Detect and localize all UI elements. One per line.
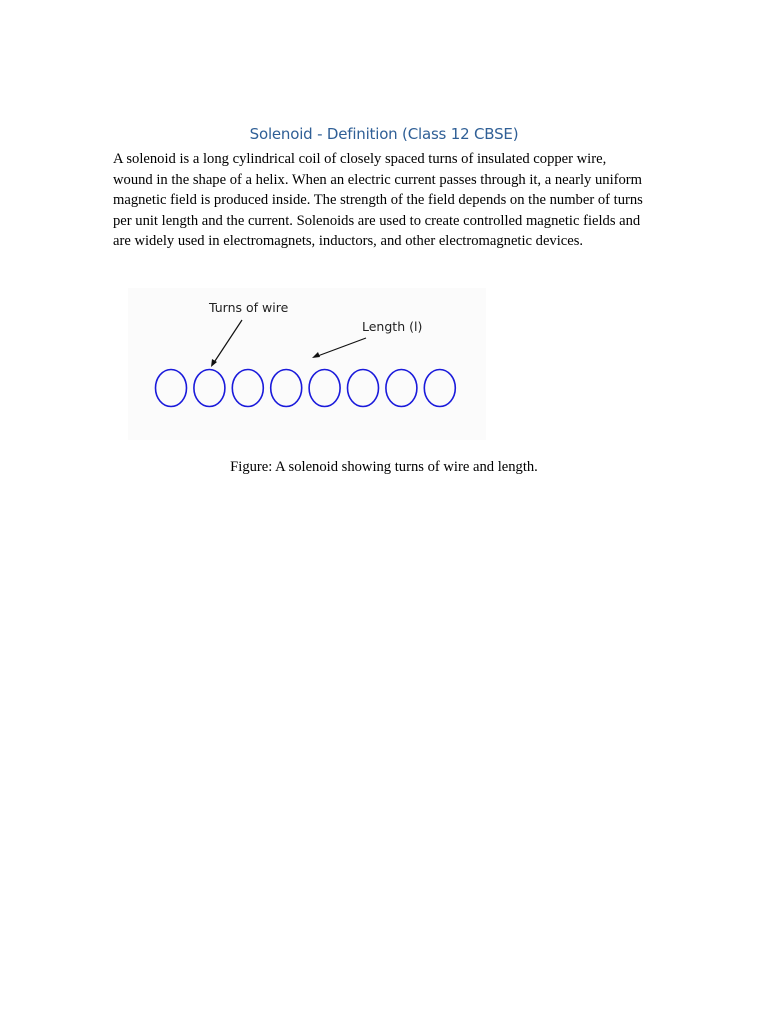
figure-background — [128, 288, 486, 440]
figure-caption: Figure: A solenoid showing turns of wire and length. — [230, 459, 538, 475]
solenoid-diagram — [128, 288, 486, 440]
document-title: Solenoid - Definition (Class 12 CBSE) — [249, 125, 519, 143]
definition-paragraph: A solenoid is a long cylindrical coil of closely spaced turns of insulated copper wire, wound in the shape of a helix. When an electric current passes through it, a nearly uniform magnetic field is produced inside. The strength of the field depends on the number of turns per unit length and the current. Solenoids are used to create controlled magnetic fields and are widely used in electromagnets, inductors, and other electromagnetic devices. — [113, 151, 643, 249]
solenoid-figure — [128, 288, 486, 440]
length-label: Length (l) — [362, 319, 423, 334]
turns-of-wire-label: Turns of wire — [209, 300, 289, 315]
